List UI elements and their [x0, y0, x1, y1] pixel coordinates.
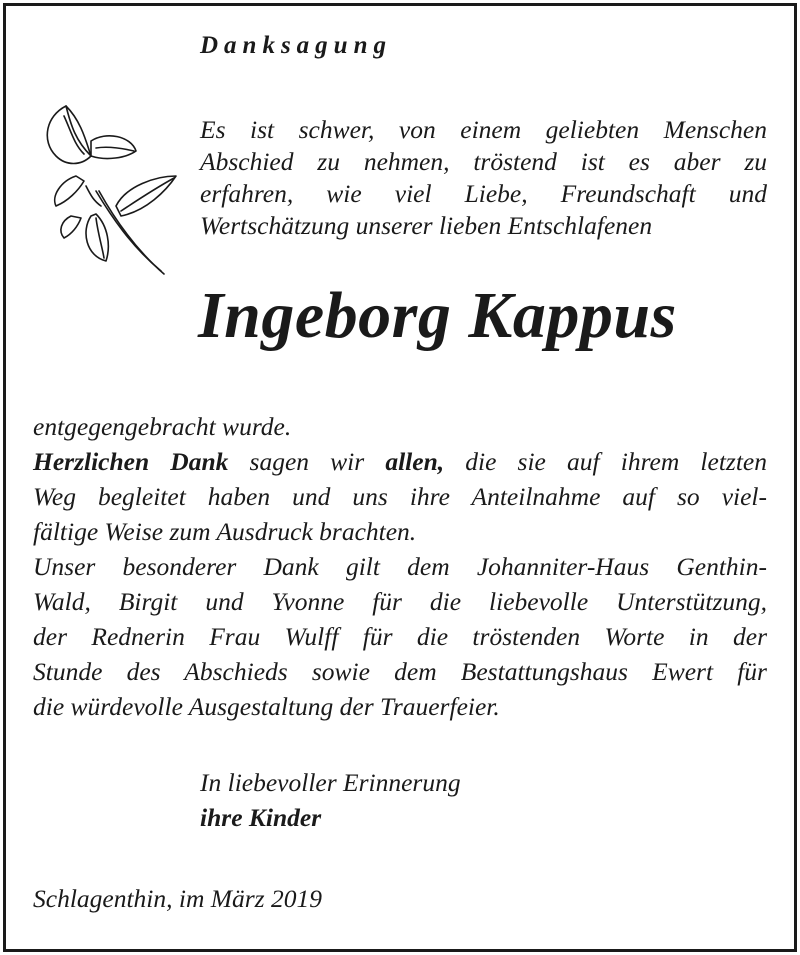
body-line: Weg begleitet haben und uns ihre Anteilnahme auf so viel-: [33, 482, 767, 511]
body-text: [33, 409, 767, 724]
body-line: fältige Weise zum Ausdruck brachten.: [33, 517, 417, 546]
signature: [200, 800, 461, 835]
heading: Danksagung: [200, 32, 392, 59]
body-fragment: die sie auf ihrem letzten: [444, 447, 767, 476]
intro-line: Abschied zu nehmen, tröstend ist es aber zu: [200, 147, 767, 176]
deceased-name: Ingeborg Kappus: [198, 279, 677, 352]
body-line: entgegengebracht wurde.: [33, 412, 292, 441]
intro-line: Es ist schwer, von einem geliebten Menschen: [200, 115, 767, 144]
intro-line: erfahren, wie viel Liebe, Freundschaft und: [200, 179, 767, 208]
place-date: Schlagenthin, im März 2019: [33, 884, 322, 913]
signature-text: ihre Kinder: [200, 803, 322, 832]
closing-line: In liebevoller Erinnerung: [200, 768, 461, 797]
thanks-bold: Herzlichen Dank: [33, 447, 229, 476]
body-line: die würdevolle Ausgestaltung der Trauerfeier.: [33, 692, 500, 721]
intro-line: Wertschätzung unserer lieben Entschlafenen: [200, 211, 653, 240]
body-line: [33, 444, 767, 479]
calla-lily-icon: [36, 96, 178, 276]
body-line: Unser besonderer Dank gilt dem Johanniter-Haus Genthin-: [33, 552, 767, 581]
intro-text: [200, 114, 767, 242]
closing: [200, 765, 461, 835]
body-line: Stunde des Abschieds sowie dem Bestattungshaus Ewert für: [33, 657, 767, 686]
body-line: der Rednerin Frau Wulff für die tröstenden Worte in der: [33, 622, 767, 651]
body-fragment: sagen wir: [228, 447, 386, 476]
all-bold: allen,: [385, 447, 445, 476]
body-line: Wald, Birgit und Yvonne für die liebevolle Unterstützung,: [33, 587, 767, 616]
